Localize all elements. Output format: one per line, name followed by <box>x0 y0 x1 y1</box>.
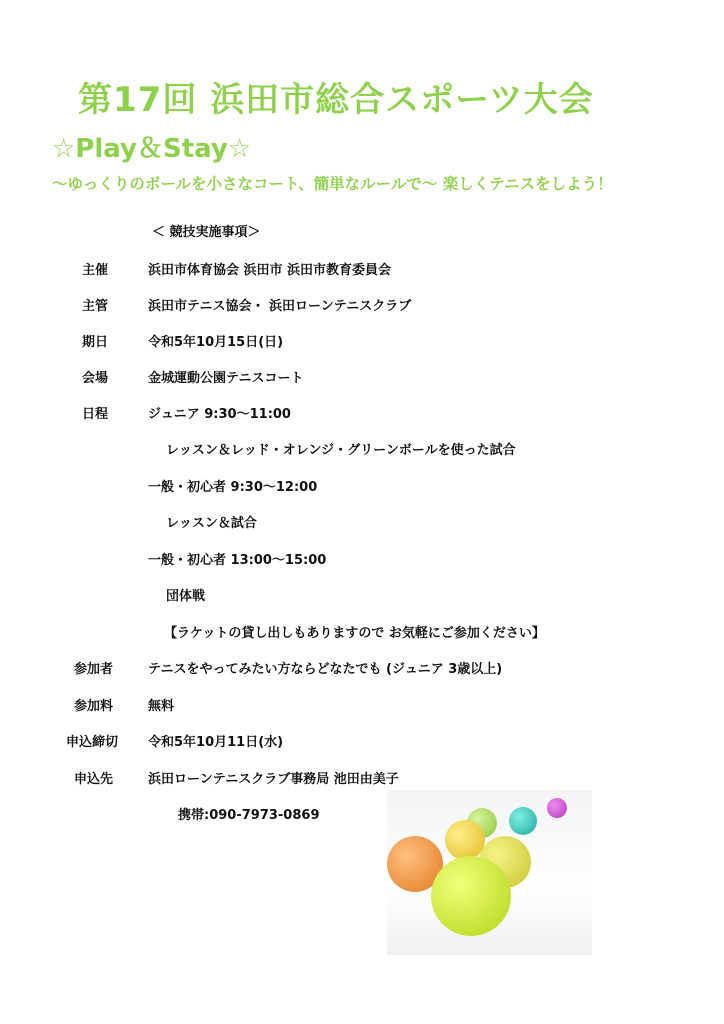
event-tagline: ～ゆっくりのボールを小さなコート、簡単なルールで～ 楽しくテニスをしよう！ <box>52 175 613 193</box>
participants-value: テニスをやってみたい方ならどなたでも (ジュニア 3歳以上) <box>148 662 503 677</box>
schedule-note: 【ラケットの貸し出しもありますので お気軽にご参加ください】 <box>164 626 545 641</box>
contact-label: 申込先 <box>74 772 114 787</box>
fee-value: 無料 <box>148 699 175 714</box>
purple-ball <box>547 798 567 818</box>
schedule-general-am: 一般・初心者 9:30～12:00 <box>148 480 318 495</box>
tennis-balls-photo <box>387 790 592 955</box>
date-label: 期日 <box>82 335 109 350</box>
contact-value: 浜田ローンテニスクラブ事務局 池田由美子 <box>148 772 399 787</box>
fee-label: 参加料 <box>74 699 114 714</box>
organizer-value: 浜田市体育協会 浜田市 浜田市教育委員会 <box>148 263 392 278</box>
event-subtitle: ☆Play＆Stay☆ <box>52 134 252 164</box>
manager-value: 浜田市テニス協会・ 浜田ローンテニスクラブ <box>148 299 412 314</box>
schedule-junior-desc: レッスン＆レッド・オレンジ・グリーンボールを使った試合 <box>166 443 516 458</box>
deadline-label: 申込締切 <box>66 735 119 750</box>
organizer-label: 主催 <box>82 263 109 278</box>
schedule-junior: ジュニア 9:30～11:00 <box>148 407 291 422</box>
manager-label: 主管 <box>82 299 109 314</box>
venue-value: 金城運動公園テニスコート <box>148 371 304 386</box>
green-ball-front <box>431 856 511 936</box>
date-value: 令和5年10月15日(日) <box>148 335 284 350</box>
participants-label: 参加者 <box>74 662 114 677</box>
deadline-value: 令和5年10月11日(水) <box>148 735 284 750</box>
contact-phone: 携帯:090-7973-0869 <box>178 808 320 823</box>
schedule-general-pm-desc: 団体戦 <box>166 589 206 604</box>
section-heading: ＜ 競技実施事項＞ <box>152 225 261 240</box>
schedule-general-am-desc: レッスン＆試合 <box>166 516 257 531</box>
teal-ball <box>509 807 537 835</box>
venue-label: 会場 <box>82 371 109 386</box>
schedule-general-pm: 一般・初心者 13:00～15:00 <box>148 553 327 568</box>
event-title: 第17回 浜田市総合スポーツ大会 <box>78 80 594 120</box>
schedule-label: 日程 <box>82 407 109 422</box>
